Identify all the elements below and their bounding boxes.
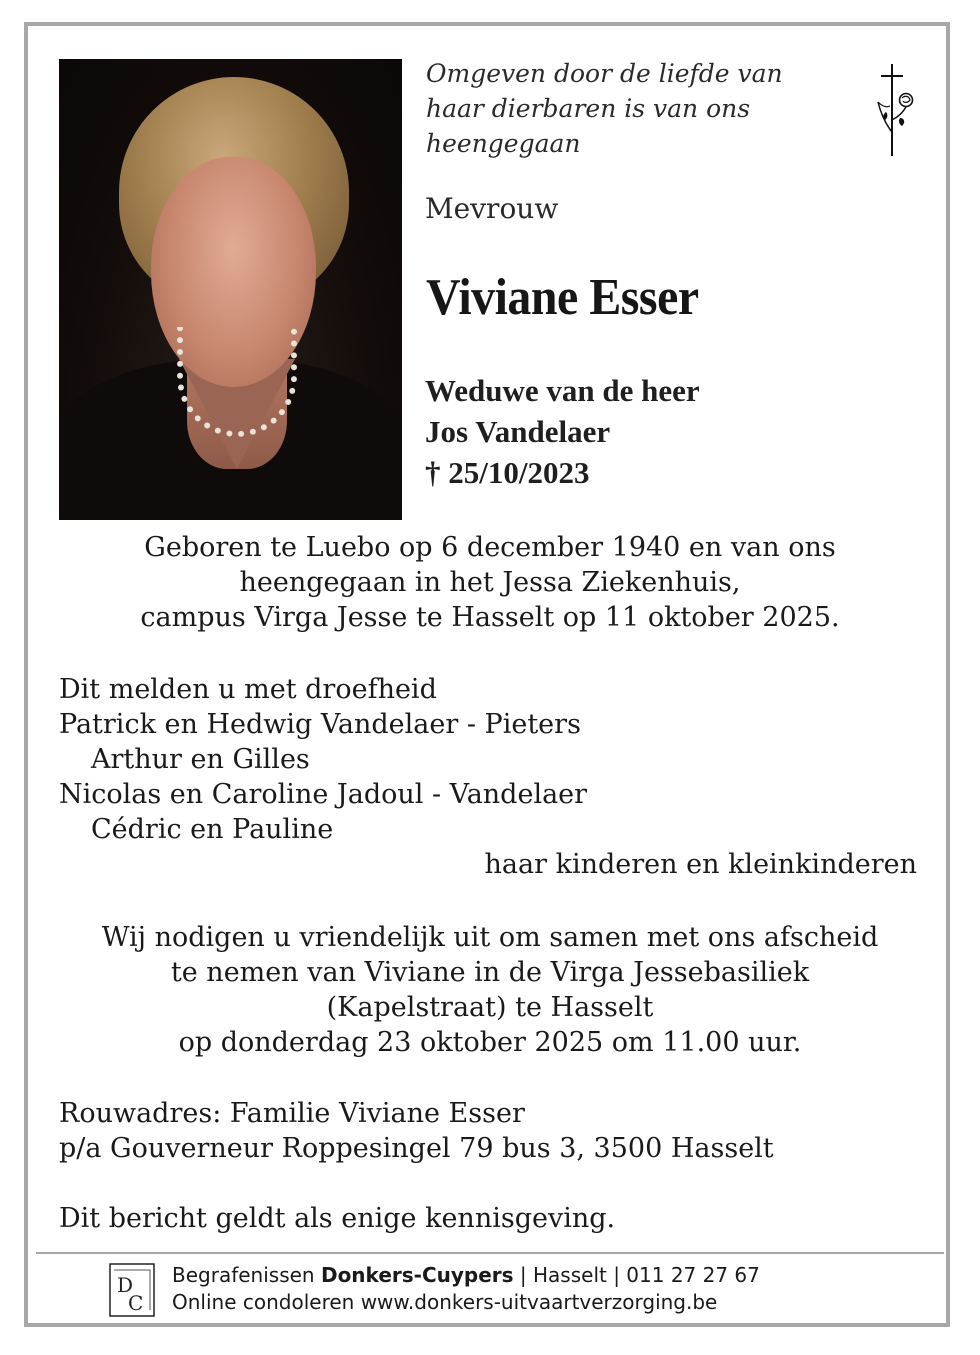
mourning-address: Rouwadres: Familie Viviane Esser p/a Gouverneur Roppesingel 79 bus 3, 3500 Hasselt — [59, 1098, 774, 1164]
notice-text: Dit bericht geldt als enige kennisgeving. — [59, 1203, 616, 1234]
cross-with-rose-icon — [872, 62, 918, 158]
dc-monogram-logo — [108, 1262, 156, 1318]
condolence-link[interactable]: Online condoleren www.donkers-uitvaartverzorging.be — [172, 1290, 718, 1314]
svg-text:C: C — [128, 1291, 144, 1315]
family-intro: Dit melden u met droefheid — [59, 674, 437, 705]
birth-death-paragraph: Geboren te Luebo op 6 december 1940 en van ons heengegaan in het Jessa Ziekenhuis, campus Virga Jesse te Hasselt op 11 oktober 2025. — [140, 532, 840, 633]
funeral-invitation: Wij nodigen u vriendelijk uit om samen met ons afscheid te nemen van Viviane in de Virga Jessebasiliek (Kapelstraat) te Hasselt op donderdag 23 oktober 2025 om 11.00 uur. — [101, 922, 879, 1058]
spouse-info: Weduwe van de heer Jos Vandelaer † 25/10/2023 — [425, 373, 700, 490]
svg-text:D: D — [117, 1273, 134, 1297]
family-line: Nicolas en Caroline Jadoul - Vandelaer — [59, 779, 588, 810]
family-line: Patrick en Hedwig Vandelaer - Pieters — [59, 709, 581, 740]
honorific: Mevrouw — [425, 192, 559, 225]
family-line: Arthur en Gilles — [91, 744, 310, 775]
intro-text: Omgeven door de liefde van haar dierbaren is van ons heengegaan — [426, 59, 783, 158]
deceased-name: Viviane Esser — [426, 269, 699, 326]
family-relation: haar kinderen en kleinkinderen — [484, 849, 917, 880]
funeral-home-footer: Begrafenissen Donkers-Cuypers | Hasselt | 011 27 27 67 Online condoleren www.donkers-uitvaartverzorging.be — [172, 1262, 932, 1316]
family-line: Cédric en Pauline — [91, 814, 334, 845]
footer-divider — [36, 1252, 944, 1254]
portrait-photo — [59, 59, 402, 520]
funeral-home-name: Donkers-Cuypers — [320, 1263, 514, 1287]
family-list — [59, 672, 939, 882]
